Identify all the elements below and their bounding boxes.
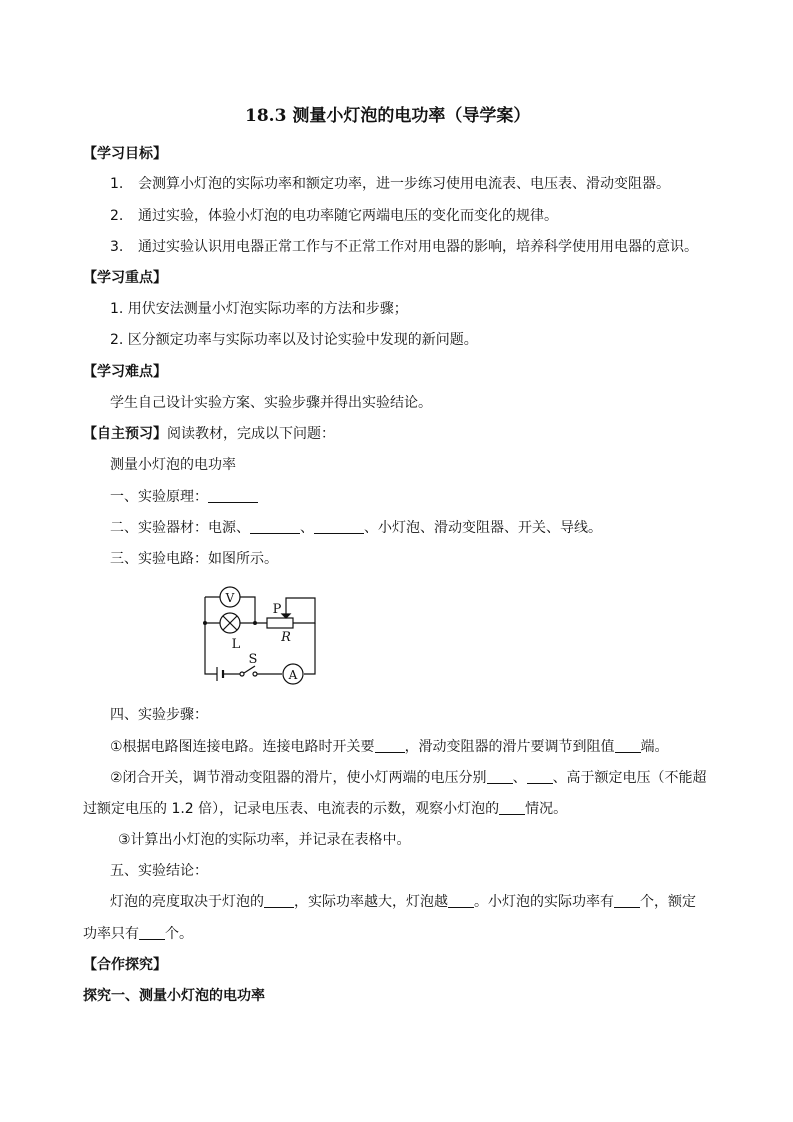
- difficulty-heading: 【学习难点】: [83, 364, 167, 380]
- resistor-label: R: [281, 630, 291, 645]
- slider-label: P: [272, 602, 282, 617]
- answer-blank[interactable]: [139, 925, 165, 940]
- steps-heading: 四、实验步骤：: [110, 707, 208, 723]
- answer-blank[interactable]: [487, 769, 513, 784]
- voltmeter-label: V: [225, 591, 235, 605]
- goal-item-2: 2. 通过实验，体验小灯泡的电功率随它两端电压的变化而变化的规律。: [110, 208, 558, 224]
- step-2-continued: 过额定电压的 1.2 倍），记录电压表、电流表的示数，观察小灯泡的 情况。: [83, 801, 568, 817]
- answer-blank[interactable]: [208, 488, 258, 503]
- step-1: ①根据电路图连接电路。连接电路时开关要 ，滑动变阻器的滑片要调节到阻值 端。: [110, 739, 669, 755]
- answer-blank[interactable]: [314, 519, 364, 534]
- step-3: ③计算出小灯泡的实际功率，并记录在表格中。: [118, 832, 411, 848]
- answer-blank[interactable]: [448, 893, 474, 908]
- principle-line: 一、实验原理：: [110, 487, 258, 507]
- junction-dot: [203, 621, 207, 625]
- rheostat-symbol: [267, 618, 293, 628]
- junction-dot: [253, 621, 257, 625]
- conclusion-line-2: 功率只有 个。: [83, 926, 193, 942]
- inquiry-one-title: 探究一、测量小灯泡的电功率: [83, 988, 265, 1004]
- switch-label: S: [248, 652, 258, 667]
- goals-heading: 【学习目标】: [83, 146, 167, 162]
- step-2: ②闭合开关，调节滑动变阻器的滑片，使小灯两端的电压分别 、 、高于额定电压（不能超: [110, 770, 707, 786]
- circuit-diagram: [195, 585, 325, 687]
- answer-blank[interactable]: [264, 893, 294, 908]
- key-point-1: 1. 用伏安法测量小灯泡实际功率的方法和步骤；: [110, 301, 408, 317]
- goal-item-3: 3. 通过实验认识用电器正常工作与不正常工作对用电器的影响，培养科学使用用电器的意识。: [110, 239, 698, 255]
- preview-heading-line: 【自主预习】阅读教材，完成以下问题：: [83, 426, 335, 442]
- equipment-line: 二、实验器材：电源、 、 、小灯泡、滑动变阻器、开关、导线。: [110, 520, 602, 536]
- key-point-2: 2. 区分额定功率与实际功率以及讨论实验中发现的新问题。: [110, 332, 478, 348]
- difficulty-text: 学生自己设计实验方案、实验步骤并得出实验结论。: [110, 395, 432, 411]
- preview-topic: 测量小灯泡的电功率: [110, 457, 236, 473]
- answer-blank[interactable]: [375, 738, 405, 753]
- page-title: 18.3 测量小灯泡的电功率（导学案）: [245, 106, 531, 126]
- goal-item-1: 1. 会测算小灯泡的实际功率和额定功率，进一步练习使用电流表、电压表、滑动变阻器。: [110, 176, 670, 192]
- answer-blank[interactable]: [615, 738, 641, 753]
- answer-blank[interactable]: [499, 800, 525, 815]
- key-points-heading: 【学习重点】: [83, 270, 167, 286]
- ammeter-label: A: [288, 668, 298, 682]
- preview-heading: 【自主预习】: [83, 426, 167, 442]
- switch-blade: [244, 666, 255, 673]
- circuit-line: 三、实验电路：如图所示。: [110, 551, 278, 567]
- switch-contact: [240, 672, 244, 676]
- answer-blank[interactable]: [250, 519, 300, 534]
- switch-contact: [253, 672, 257, 676]
- conclusion-line-1: 灯泡的亮度取决于灯泡的 ，实际功率越大，灯泡越 。小灯泡的实际功率有 个，额定: [110, 894, 696, 910]
- answer-blank[interactable]: [614, 893, 640, 908]
- answer-blank[interactable]: [527, 769, 553, 784]
- lamp-label: L: [231, 637, 241, 652]
- cooperation-heading: 【合作探究】: [83, 957, 167, 973]
- circuit-wire: [205, 597, 315, 623]
- conclusion-heading: 五、实验结论：: [110, 863, 208, 879]
